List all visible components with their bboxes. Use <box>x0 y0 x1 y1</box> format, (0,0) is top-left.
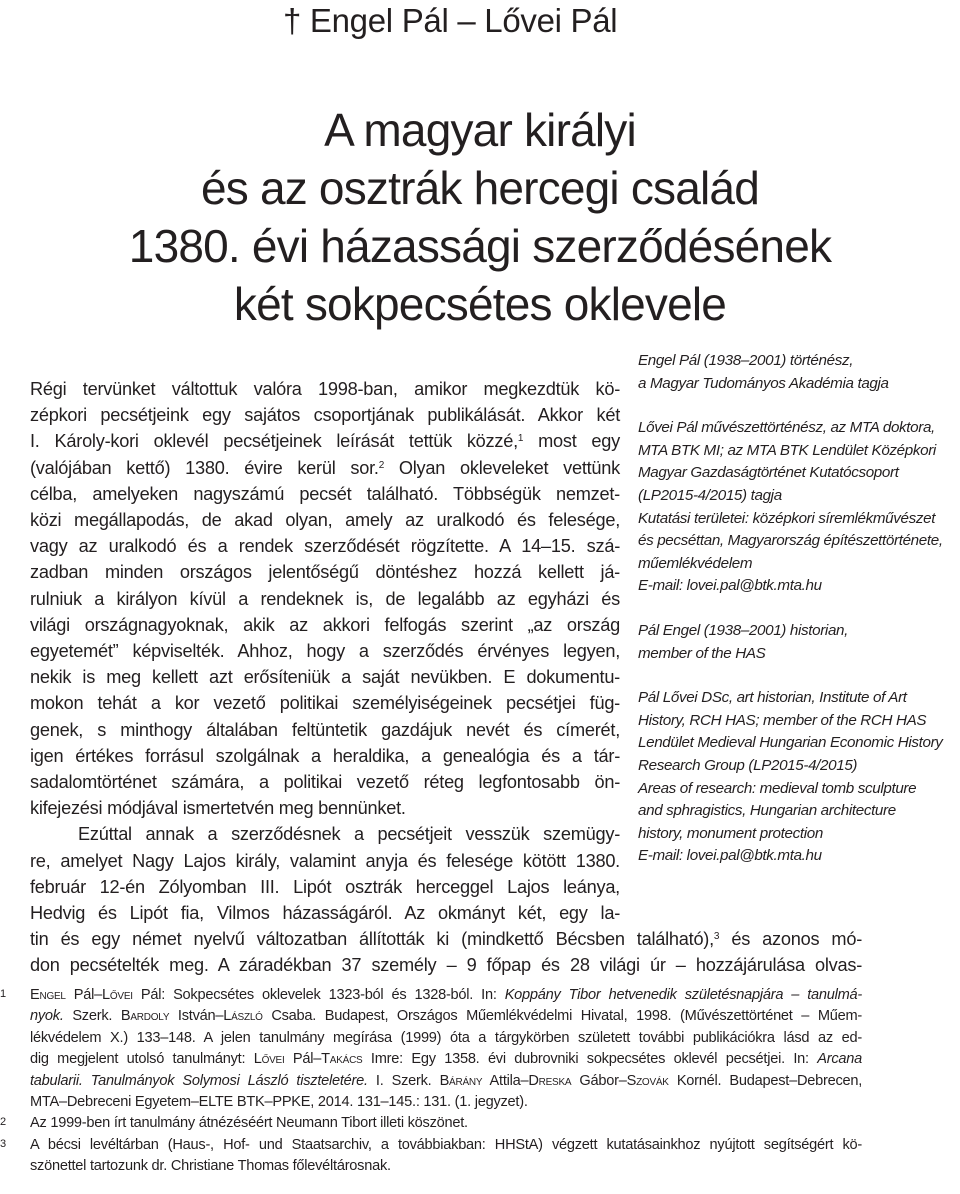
text-run: most egy <box>523 431 621 452</box>
author-name: Engel <box>30 987 66 1003</box>
footnote-ref-3[interactable]: 3 <box>713 931 720 943</box>
text-run: Attila– <box>482 1072 529 1089</box>
footnotes <box>0 985 960 1178</box>
footnote-number: 2 <box>0 1116 6 1129</box>
title-line: és az osztrák hercegi család <box>201 161 759 214</box>
bio-line: Kutatási területei: középkori síremlékművészet <box>638 509 936 527</box>
text-run: I. Szerk. <box>367 1072 440 1089</box>
text-run: Pál– <box>65 987 103 1003</box>
book-title: tabularii. Tanulmányok Solymosi László tiszteletére. <box>30 1072 368 1089</box>
author-name: László <box>223 1008 263 1025</box>
body-line: nekik is meg kellett azt erősíteniük a saját nevükben. E dokumentu- <box>30 667 620 688</box>
footnote-3 <box>0 1135 960 1178</box>
bio-line: Magyar Gazdaságtörténet Kutatócsoport <box>638 464 899 482</box>
text-run: és azonos mó- <box>719 929 862 950</box>
body-line <box>30 428 620 454</box>
bio-line: Pál Engel (1938–2001) historian, <box>638 621 849 639</box>
text-run: Kornél. Budapest–Debrecen, <box>668 1072 863 1089</box>
body-line: re, amelyet Nagy Lajos király, valamint anyja és felesége kötött 1380. <box>30 850 620 871</box>
title-line: A magyar királyi <box>324 103 636 156</box>
body-line: Hedvig és Lipót fia, Vilmos házasságáról. Az okmányt két, egy la- <box>30 903 620 924</box>
author-name: Szovák <box>626 1072 669 1089</box>
bio-line: műemlékvédelem <box>638 554 753 572</box>
body-line: genek, s minthogy általában feltüntetik gazdájuk nevét és címerét, <box>30 719 620 740</box>
footnote-line: A bécsi levéltárban (Haus-, Hof- und Staatsarchiv, a továbbiakban: HHStA) végzett kutatásainkhoz nyújtott segítségért kö- <box>30 1136 862 1153</box>
text-run: dig megjelent utolsó tanulmányt: <box>30 1051 254 1068</box>
author-name: Lővei <box>102 987 133 1003</box>
body-line: igen értékes forrásul szolgálnak a heraldika, a genealógia és a tár- <box>30 745 620 766</box>
book-title: Koppány Tibor hetvenedik születésnapjára – tanulmá- <box>504 987 863 1003</box>
body-line: Ezúttal annak a szerződésnek a pecsétjeit vesszük szemügy- <box>78 824 620 845</box>
author-name: Bárány <box>439 1072 483 1089</box>
text-run: Imre: Egy 1358. évi dubrovniki sokpecsétes oklevél pecsétjei. In: <box>362 1051 818 1068</box>
footnote-2 <box>0 1113 960 1134</box>
footnote-ref-1[interactable]: 1 <box>517 433 524 445</box>
footnote-ref-2[interactable]: 2 <box>378 459 384 471</box>
bio-engel-hu <box>638 350 960 395</box>
author-bios <box>638 350 960 878</box>
bio-line: Lendület Medieval Hungarian Economic History <box>638 734 943 752</box>
book-title: Arcana <box>817 1051 863 1068</box>
bio-line: és pecséttan, Magyarország építészettörténete, <box>638 532 943 550</box>
author-name: Bardoly <box>120 1008 170 1025</box>
authors-line: † Engel Pál – Lővei Pál <box>283 2 618 39</box>
body-line: Régi tervünket váltottuk valóra 1998-ban, amikor megkezdtük kö- <box>30 379 620 399</box>
bio-line: (LP2015-4/2015) tagja <box>638 486 782 504</box>
author-name: Takács <box>321 1051 363 1068</box>
footnote-line <box>30 1006 862 1027</box>
author-name: Lővei <box>253 1051 285 1068</box>
body-line: kifejezési módjával ismertetvén meg bennünket. <box>30 798 406 819</box>
bio-lovei-en <box>638 687 960 868</box>
footnote-line <box>30 1071 862 1092</box>
book-title: nyok. <box>30 1008 64 1025</box>
body-line <box>30 455 620 481</box>
body-line: célba, amelyeken nagyszámú pecsét található. Többségük nemzet- <box>30 483 620 504</box>
bio-line: Research Group (LP2015-4/2015) <box>638 756 858 774</box>
footnote-1 <box>0 985 960 1113</box>
footnote-number: 3 <box>0 1137 6 1150</box>
body-line: február 12-én Zólyomban III. Lipót osztrák herceggel Lajos leánya, <box>30 876 620 897</box>
bio-line: Engel Pál (1938–2001) történész, <box>638 352 854 369</box>
bio-line: member of the HAS <box>638 644 766 662</box>
text-run: (valójában kettő) 1380. évire kerül sor. <box>30 457 379 478</box>
text-run: tin és egy német nyelvű változatban állították ki (mindkettő Bécsben található), <box>30 929 714 950</box>
text-run: István– <box>169 1008 224 1025</box>
email-line[interactable]: E-mail: lovei.pal@btk.mta.hu <box>638 847 822 865</box>
footnote-line: lékvédelem X.) 133–148. A jelen tanulmány megírása (1999) óta a tárgykörben született további publikációkra lásd az ed- <box>30 1029 862 1046</box>
body-line: vagy az uralkodó és a rendek szerződését rögzítette. A 14–15. szá- <box>30 536 620 557</box>
body-line: zadban minden országos jelentőségű döntéshez hozzá kellett já- <box>30 562 620 583</box>
text-run: Szerk. <box>63 1008 121 1025</box>
body-line: egyetemét” képviselték. Ahhoz, hogy a szerződés érvényes legyen, <box>30 641 620 662</box>
footnote-line <box>30 985 862 1006</box>
footnote-line: Az 1999-ben írt tanulmány átnézéséért Neumann Tibort illeti köszönet. <box>30 1115 468 1132</box>
body-line <box>30 926 862 952</box>
text-run: Olyan okleveleket vettünk <box>384 457 620 478</box>
text-run: Pál– <box>284 1051 322 1068</box>
body-line: rulniuk a királyon kívül a rendeknek is, de legalább az egyházi és <box>30 588 620 609</box>
bio-line: history, monument protection <box>638 824 823 842</box>
bio-line: Lővei Pál művészettörténész, az MTA doktora, <box>638 419 935 437</box>
article-title <box>30 101 930 333</box>
email-line[interactable]: E-mail: lovei.pal@btk.mta.hu <box>638 577 822 595</box>
author-name: Dreska <box>528 1072 572 1089</box>
bio-line: History, RCH HAS; member of the RCH HAS <box>638 711 927 729</box>
footnote-line: MTA–Debreceni Egyetem–ELTE BTK–PPKE, 2014. 131–145.: 131. (1. jegyzet). <box>30 1094 528 1111</box>
bio-line: a Magyar Tudományos Akadémia tagja <box>638 374 889 392</box>
title-line: 1380. évi házassági szerződésének <box>128 219 832 272</box>
bio-line: Pál Lővei DSc, art historian, Institute of Art <box>638 689 907 707</box>
bio-line: and sphragistics, Hungarian architecture <box>638 802 896 820</box>
bio-engel-en <box>638 620 960 665</box>
text-run: I. Károly-kori oklevél pecsétjeinek leírását tettük közzé, <box>30 431 518 452</box>
body-line: don pecsételték meg. A záradékban 37 személy – 9 főpap és 28 világi úr – hozzájárulása olvas- <box>30 955 862 976</box>
footnote-line <box>30 1049 862 1070</box>
bio-lovei-hu <box>638 417 960 598</box>
bio-line: MTA BTK MI; az MTA BTK Lendület Középkori <box>638 441 936 459</box>
footnote-line: szönettel tartozunk dr. Christiane Thomas főlevéltárosnak. <box>30 1158 391 1175</box>
body-line: világi országnagyoknak, akik az akkori felfogás szerint „az ország <box>30 614 620 635</box>
body-line: sadalomtörténet számára, a politikai vezető réteg legfontosabb ön- <box>30 772 620 793</box>
body-line: zépkori pecsétjeink egy sajátos csoportjának publikálását. Akkor két <box>30 405 620 426</box>
text-run: Gábor– <box>571 1072 627 1089</box>
body-line: közi megállapodás, de akad olyan, amely az uralkodó és felesége, <box>30 510 620 531</box>
text-run: Csaba. Budapest, Országos Műemlékvédelmi Hivatal, 1998. (Művészettörténet – Műem- <box>262 1008 862 1025</box>
footnote-number: 1 <box>0 988 6 1000</box>
text-run: Pál: Sokpecsétes oklevelek 1323-ból és 1328-ból. In: <box>132 987 505 1003</box>
bio-line: Areas of research: medieval tomb sculpture <box>638 779 917 797</box>
body-line: mokon tehát a kor vezető politikai személyiségeinek pecsétjei füg- <box>30 693 620 714</box>
title-line: két sokpecsétes oklevele <box>233 277 727 330</box>
